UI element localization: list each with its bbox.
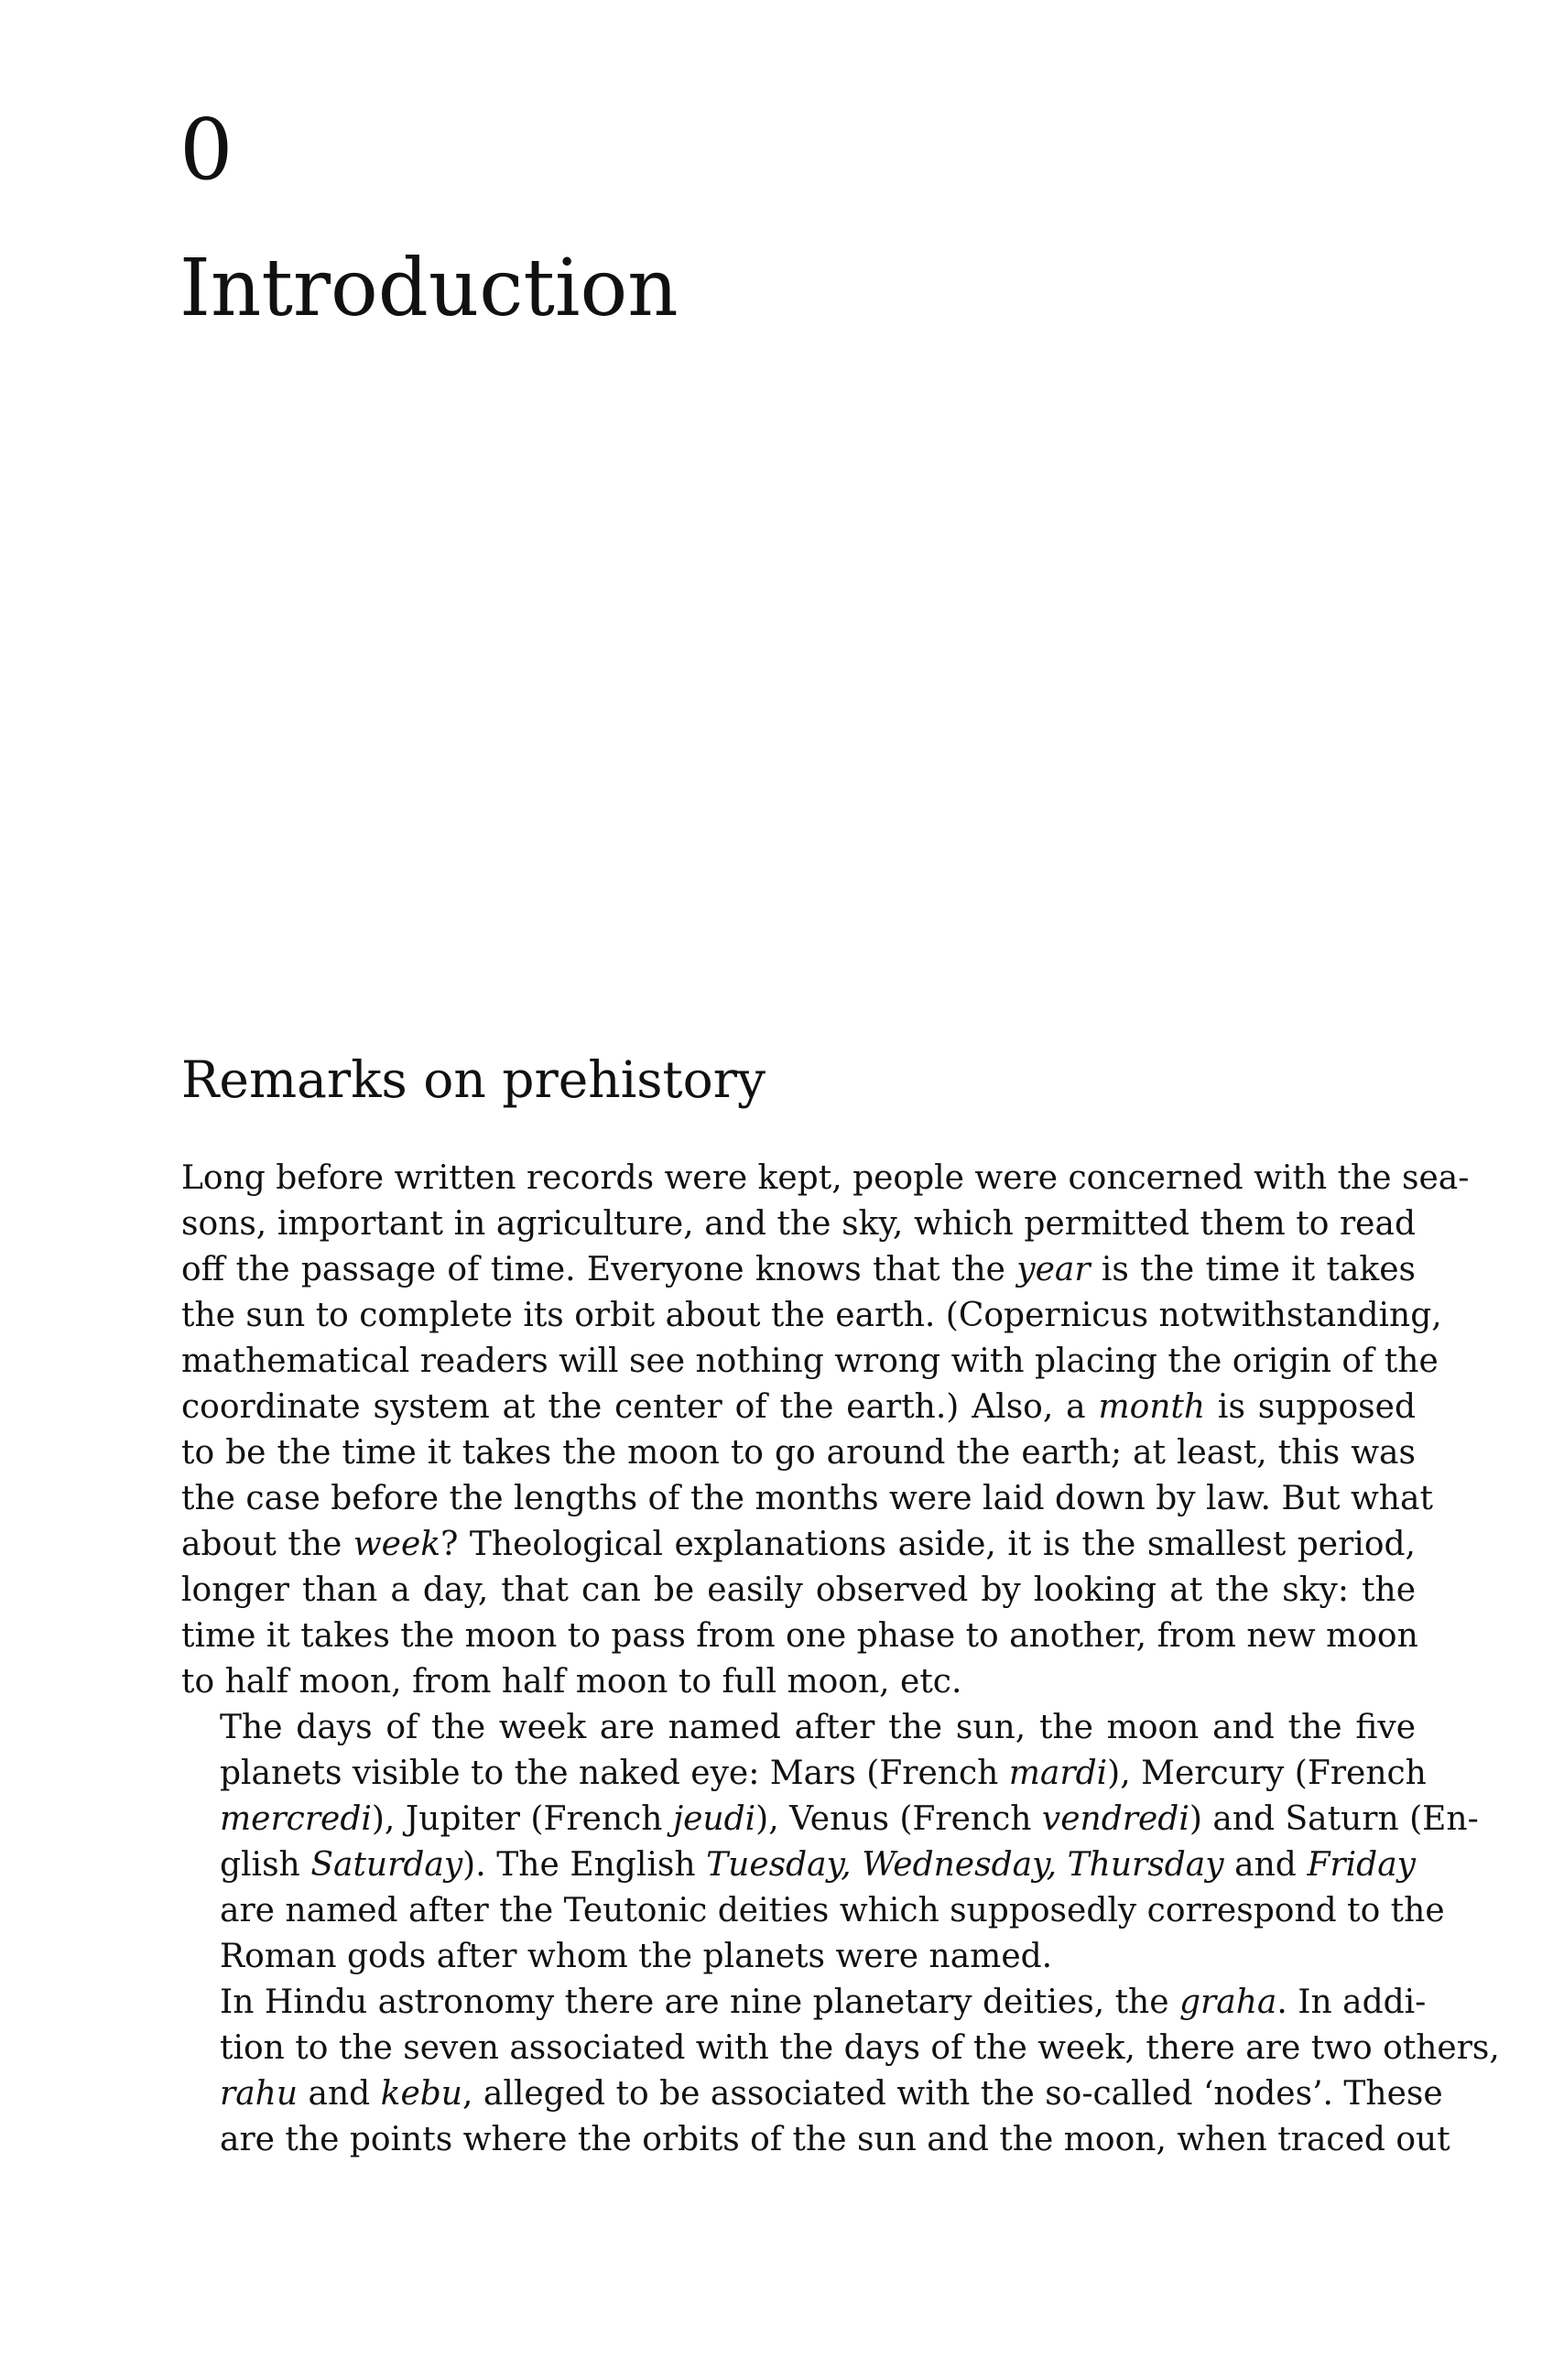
line: tion to the seven associated with the days of the week, there are two others, <box>220 2029 1500 2067</box>
italic-term: rahu <box>220 2075 299 2113</box>
line: to half moon, from half moon to full moon, etc. <box>181 1663 962 1701</box>
line: the case before the lengths of the months were laid down by law. But what <box>181 1480 1433 1517</box>
chapter-number: 0 <box>179 101 233 199</box>
line: In Hindu astronomy there are nine planetary deities, the graha. In addi- <box>220 1983 1427 2021</box>
line: glish Saturday). The English Tuesday, Wednesday, Thursday and Friday <box>220 1846 1416 1884</box>
italic-term: graha <box>1179 1983 1277 2021</box>
paragraph-1 <box>181 1156 1470 1705</box>
line: rahu and kebu, alleged to be associated with the so-called ‘nodes’. These <box>220 2075 1443 2113</box>
italic-term: Saturday <box>310 1846 463 1884</box>
italic-term: mercredi <box>220 1800 372 1838</box>
italic-term: vendredi <box>1041 1800 1189 1838</box>
paragraph-3 <box>181 1980 1500 2163</box>
line: time it takes the moon to pass from one phase to another, from new moon <box>181 1617 1418 1655</box>
line: planets visible to the naked eye: Mars (French mardi), Mercury (French <box>220 1755 1427 1792</box>
line: off the passage of time. Everyone knows that the year is the time it takes <box>181 1251 1416 1288</box>
line: The days of the week are named after the sun, the moon and the five <box>220 1709 1416 1746</box>
line: longer than a day, that can be easily observed by looking at the sky: the <box>181 1571 1416 1609</box>
italic-term: mardi <box>1008 1755 1108 1792</box>
line: the sun to complete its orbit about the earth. (Copernicus notwithstanding, <box>181 1297 1442 1334</box>
line: are the points where the orbits of the sun and the moon, when traced out <box>220 2121 1450 2158</box>
line: are named after the Teutonic deities which supposedly correspond to the <box>220 1892 1445 1929</box>
italic-term: week <box>353 1526 441 1563</box>
line: sons, important in agriculture, and the sky, which permitted them to read <box>181 1205 1416 1243</box>
italic-term: jeudi <box>672 1800 756 1838</box>
line: mathematical readers will see nothing wrong with placing the origin of the <box>181 1342 1439 1380</box>
line: coordinate system at the center of the earth.) Also, a month is supposed <box>181 1388 1417 1426</box>
italic-term: month <box>1098 1388 1206 1426</box>
body-text <box>181 1156 1500 2163</box>
italic-term: Friday <box>1307 1846 1416 1884</box>
italic-term: year <box>1016 1251 1091 1288</box>
line: Roman gods after whom the planets were named. <box>220 1938 1053 1975</box>
italic-term: kebu <box>380 2075 462 2113</box>
line: Long before written records were kept, people were concerned with the sea- <box>181 1159 1470 1197</box>
paragraph-2 <box>181 1705 1479 1980</box>
section-title: Remarks on prehistory <box>181 1050 766 1109</box>
line: mercredi), Jupiter (French jeudi), Venus (French vendredi) and Saturn (En- <box>220 1800 1479 1838</box>
line: to be the time it takes the moon to go around the earth; at least, this was <box>181 1434 1416 1472</box>
chapter-title: Introduction <box>179 243 679 334</box>
line: about the week? Theological explanations aside, it is the smallest period, <box>181 1526 1416 1563</box>
italic-term: Tuesday, Wednesday, Thursday <box>706 1846 1224 1884</box>
